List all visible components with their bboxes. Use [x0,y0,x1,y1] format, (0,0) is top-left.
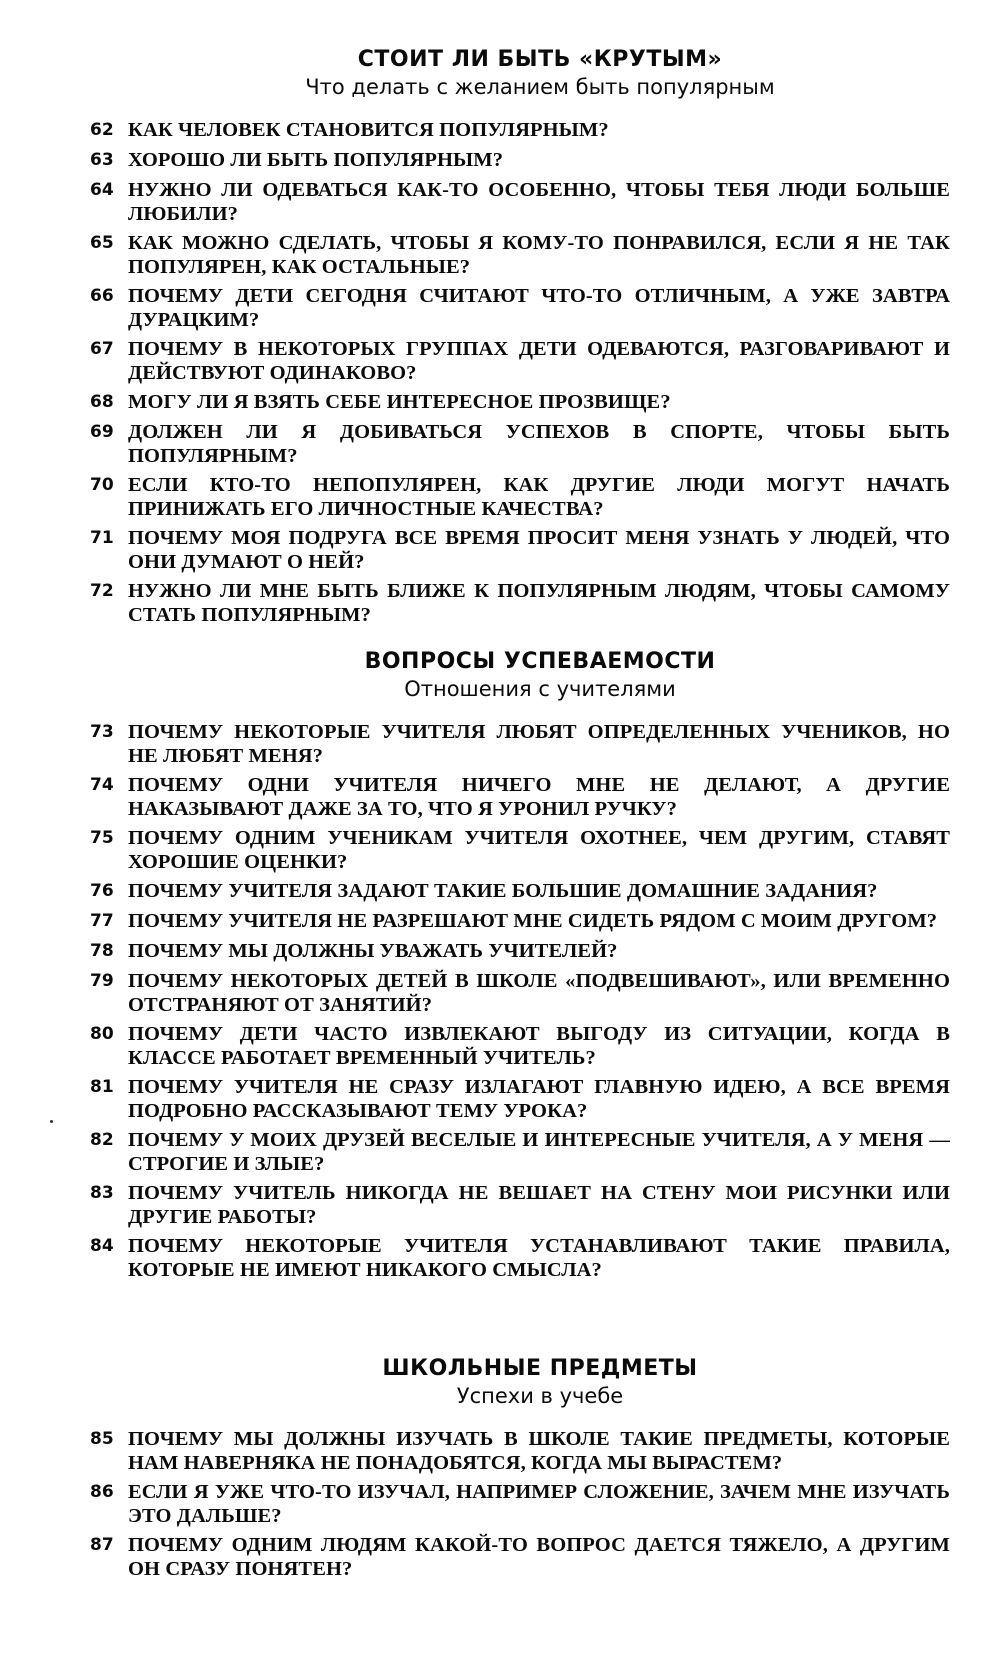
question-number: 68 [90,392,114,412]
question-item [90,118,950,143]
section-subtitle: Успехи в учебе [456,1384,624,1408]
section-title: СТОИТ ЛИ БЫТЬ «КРУТЫМ» [357,47,723,72]
question-text: КАК ЧЕЛОВЕК СТАНОВИТСЯ ПОПУЛЯРНЫМ? [128,119,609,141]
question-item [90,337,950,385]
question-number: 77 [90,911,114,931]
question-text: НУЖНО ЛИ ОДЕВАТЬСЯ КАК-ТО ОСОБЕННО, ЧТОБЫ ТЕБЯ ЛЮДИ БОЛЬШЕ ЛЮБИЛИ? [128,179,950,225]
question-text: ПОЧЕМУ НЕКОТОРЫХ ДЕТЕЙ В ШКОЛЕ «ПОДВЕШИВАЮТ», ИЛИ ВРЕМЕННО ОТСТРАНЯЮТ ОТ ЗАНЯТИЙ? [128,970,950,1016]
question-number: 63 [90,150,114,170]
question-item [90,420,950,468]
question-item [90,909,950,934]
question-number: 86 [90,1482,114,1502]
section-academics [90,648,950,1287]
question-number: 67 [90,339,114,359]
question-item [90,1022,950,1070]
question-number: 84 [90,1236,114,1256]
question-text: ПОЧЕМУ ОДНИ УЧИТЕЛЯ НИЧЕГО МНЕ НЕ ДЕЛАЮТ, А ДРУГИЕ НАКАЗЫВАЮТ ДАЖЕ ЗА ТО, ЧТО Я УРОНИЛ РУЧКУ? [128,774,950,820]
question-text: КАК МОЖНО СДЕЛАТЬ, ЧТОБЫ Я КОМУ-ТО ПОНРАВИЛСЯ, ЕСЛИ Я НЕ ТАК ПОПУЛЯРЕН, КАК ОСТАЛЬНЫЕ? [128,232,950,278]
question-text: ПОЧЕМУ МОЯ ПОДРУГА ВСЕ ВРЕМЯ ПРОСИТ МЕНЯ УЗНАТЬ У ЛЮДЕЙ, ЧТО ОНИ ДУМАЮТ О НЕЙ? [128,527,950,573]
question-text: ПОЧЕМУ У МОИХ ДРУЗЕЙ ВЕСЕЛЫЕ И ИНТЕРЕСНЫЕ УЧИТЕЛЯ, А У МЕНЯ — СТРОГИЕ И ЗЛЫЕ? [128,1129,950,1175]
question-number: 72 [90,581,114,601]
question-text: ПОЧЕМУ В НЕКОТОРЫХ ГРУППАХ ДЕТИ ОДЕВАЮТСЯ, РАЗГОВАРИВАЮТ И ДЕЙСТВУЮТ ОДИНАКОВО? [128,338,950,384]
question-number: 74 [90,775,114,795]
question-number: 87 [90,1535,114,1555]
question-number: 80 [90,1024,114,1044]
question-text: ПОЧЕМУ МЫ ДОЛЖНЫ ИЗУЧАТЬ В ШКОЛЕ ТАКИЕ ПРЕДМЕТЫ, КОТОРЫЕ НАМ НАВЕРНЯКА НЕ ПОНАДОБЯТСЯ, КОГДА МЫ ВЫРАСТЕМ? [128,1428,950,1474]
question-text: ПОЧЕМУ ОДНИМ УЧЕНИКАМ УЧИТЕЛЯ ОХОТНЕЕ, ЧЕМ ДРУГИМ, СТАВЯТ ХОРОШИЕ ОЦЕНКИ? [128,827,950,873]
section-popularity [90,46,950,632]
question-text: ЕСЛИ Я УЖЕ ЧТО-ТО ИЗУЧАЛ, НАПРИМЕР СЛОЖЕНИЕ, ЗАЧЕМ МНЕ ИЗУЧАТЬ ЭТО ДАЛЬШЕ? [128,1481,950,1527]
question-number: 75 [90,828,114,848]
question-text: ПОЧЕМУ УЧИТЕЛЬ НИКОГДА НЕ ВЕШАЕТ НА СТЕНУ МОИ РИСУНКИ ИЛИ ДРУГИЕ РАБОТЫ? [128,1182,950,1228]
question-item [90,231,950,279]
question-item [90,826,950,874]
question-number: 79 [90,971,114,991]
question-text: МОГУ ЛИ Я ВЗЯТЬ СЕБЕ ИНТЕРЕСНОЕ ПРОЗВИЩЕ? [128,391,671,413]
question-number: 85 [90,1429,114,1449]
question-text: ПОЧЕМУ ДЕТИ ЧАСТО ИЗВЛЕКАЮТ ВЫГОДУ ИЗ СИТУАЦИИ, КОГДА В КЛАССЕ РАБОТАЕТ ВРЕМЕННЫЙ УЧИТЕЛЬ? [128,1023,950,1069]
question-number: 69 [90,422,114,442]
question-text: ЕСЛИ КТО-ТО НЕПОПУЛЯРЕН, КАК ДРУГИЕ ЛЮДИ МОГУТ НАЧАТЬ ПРИНИЖАТЬ ЕГО ЛИЧНОСТНЫЕ КАЧЕСТВА? [128,474,950,520]
question-item [90,1075,950,1123]
question-list [90,720,950,1282]
question-item [90,969,950,1017]
question-number: 65 [90,233,114,253]
question-item [90,1533,950,1581]
section-subtitle: Отношения с учителями [404,677,676,701]
question-text: ПОЧЕМУ УЧИТЕЛЯ ЗАДАЮТ ТАКИЕ БОЛЬШИЕ ДОМАШНИЕ ЗАДАНИЯ? [128,880,878,902]
question-number: 76 [90,881,114,901]
section-subtitle: Что делать с желанием быть популярным [305,75,775,99]
stray-ink-dot [50,1120,53,1123]
question-item [90,284,950,332]
question-item [90,1128,950,1176]
question-item [90,1181,950,1229]
question-item [90,526,950,574]
question-item [90,773,950,821]
question-number: 70 [90,475,114,495]
question-item [90,1480,950,1528]
question-text: ПОЧЕМУ ОДНИМ ЛЮДЯМ КАКОЙ-ТО ВОПРОС ДАЕТСЯ ТЯЖЕЛО, А ДРУГИМ ОН СРАЗУ ПОНЯТЕН? [128,1534,950,1580]
question-item [90,473,950,521]
question-item [90,390,950,415]
question-number: 83 [90,1183,114,1203]
question-item [90,178,950,226]
question-item [90,1234,950,1282]
question-text: ДОЛЖЕН ЛИ Я ДОБИВАТЬСЯ УСПЕХОВ В СПОРТЕ, ЧТОБЫ БЫТЬ ПОПУЛЯРНЫМ? [128,421,950,467]
section-title: ВОПРОСЫ УСПЕВАЕМОСТИ [364,649,716,674]
question-text: ПОЧЕМУ НЕКОТОРЫЕ УЧИТЕЛЯ УСТАНАВЛИВАЮТ ТАКИЕ ПРАВИЛА, КОТОРЫЕ НЕ ИМЕЮТ НИКАКОГО СМЫСЛА? [128,1235,950,1281]
question-number: 81 [90,1077,114,1097]
section-school-subjects [90,1355,950,1586]
question-number: 64 [90,180,114,200]
question-text: ПОЧЕМУ МЫ ДОЛЖНЫ УВАЖАТЬ УЧИТЕЛЕЙ? [128,940,618,962]
question-text: ПОЧЕМУ ДЕТИ СЕГОДНЯ СЧИТАЮТ ЧТО-ТО ОТЛИЧНЫМ, А УЖЕ ЗАВТРА ДУРАЦКИМ? [128,285,950,331]
question-text: ПОЧЕМУ УЧИТЕЛЯ НЕ РАЗРЕШАЮТ МНЕ СИДЕТЬ РЯДОМ С МОИМ ДРУГОМ? [128,910,938,932]
question-number: 73 [90,722,114,742]
question-number: 66 [90,286,114,306]
question-item [90,939,950,964]
question-number: 82 [90,1130,114,1150]
question-text: НУЖНО ЛИ МНЕ БЫТЬ БЛИЖЕ К ПОПУЛЯРНЫМ ЛЮДЯМ, ЧТОБЫ САМОМУ СТАТЬ ПОПУЛЯРНЫМ? [128,580,950,626]
question-text: ПОЧЕМУ НЕКОТОРЫЕ УЧИТЕЛЯ ЛЮБЯТ ОПРЕДЕЛЕННЫХ УЧЕНИКОВ, НО НЕ ЛЮБЯТ МЕНЯ? [128,721,950,767]
question-text: ПОЧЕМУ УЧИТЕЛЯ НЕ СРАЗУ ИЗЛАГАЮТ ГЛАВНУЮ ИДЕЮ, А ВСЕ ВРЕМЯ ПОДРОБНО РАССКАЗЫВАЮТ ТЕМУ УРОКА? [128,1076,950,1122]
question-item [90,1427,950,1475]
question-item [90,879,950,904]
question-number: 78 [90,941,114,961]
section-title: ШКОЛЬНЫЕ ПРЕДМЕТЫ [382,1356,698,1381]
question-item [90,148,950,173]
question-list [90,1427,950,1581]
question-item [90,720,950,768]
question-text: ХОРОШО ЛИ БЫТЬ ПОПУЛЯРНЫМ? [128,149,504,171]
question-list [90,118,950,627]
question-number: 62 [90,120,114,140]
question-item [90,579,950,627]
question-number: 71 [90,528,114,548]
